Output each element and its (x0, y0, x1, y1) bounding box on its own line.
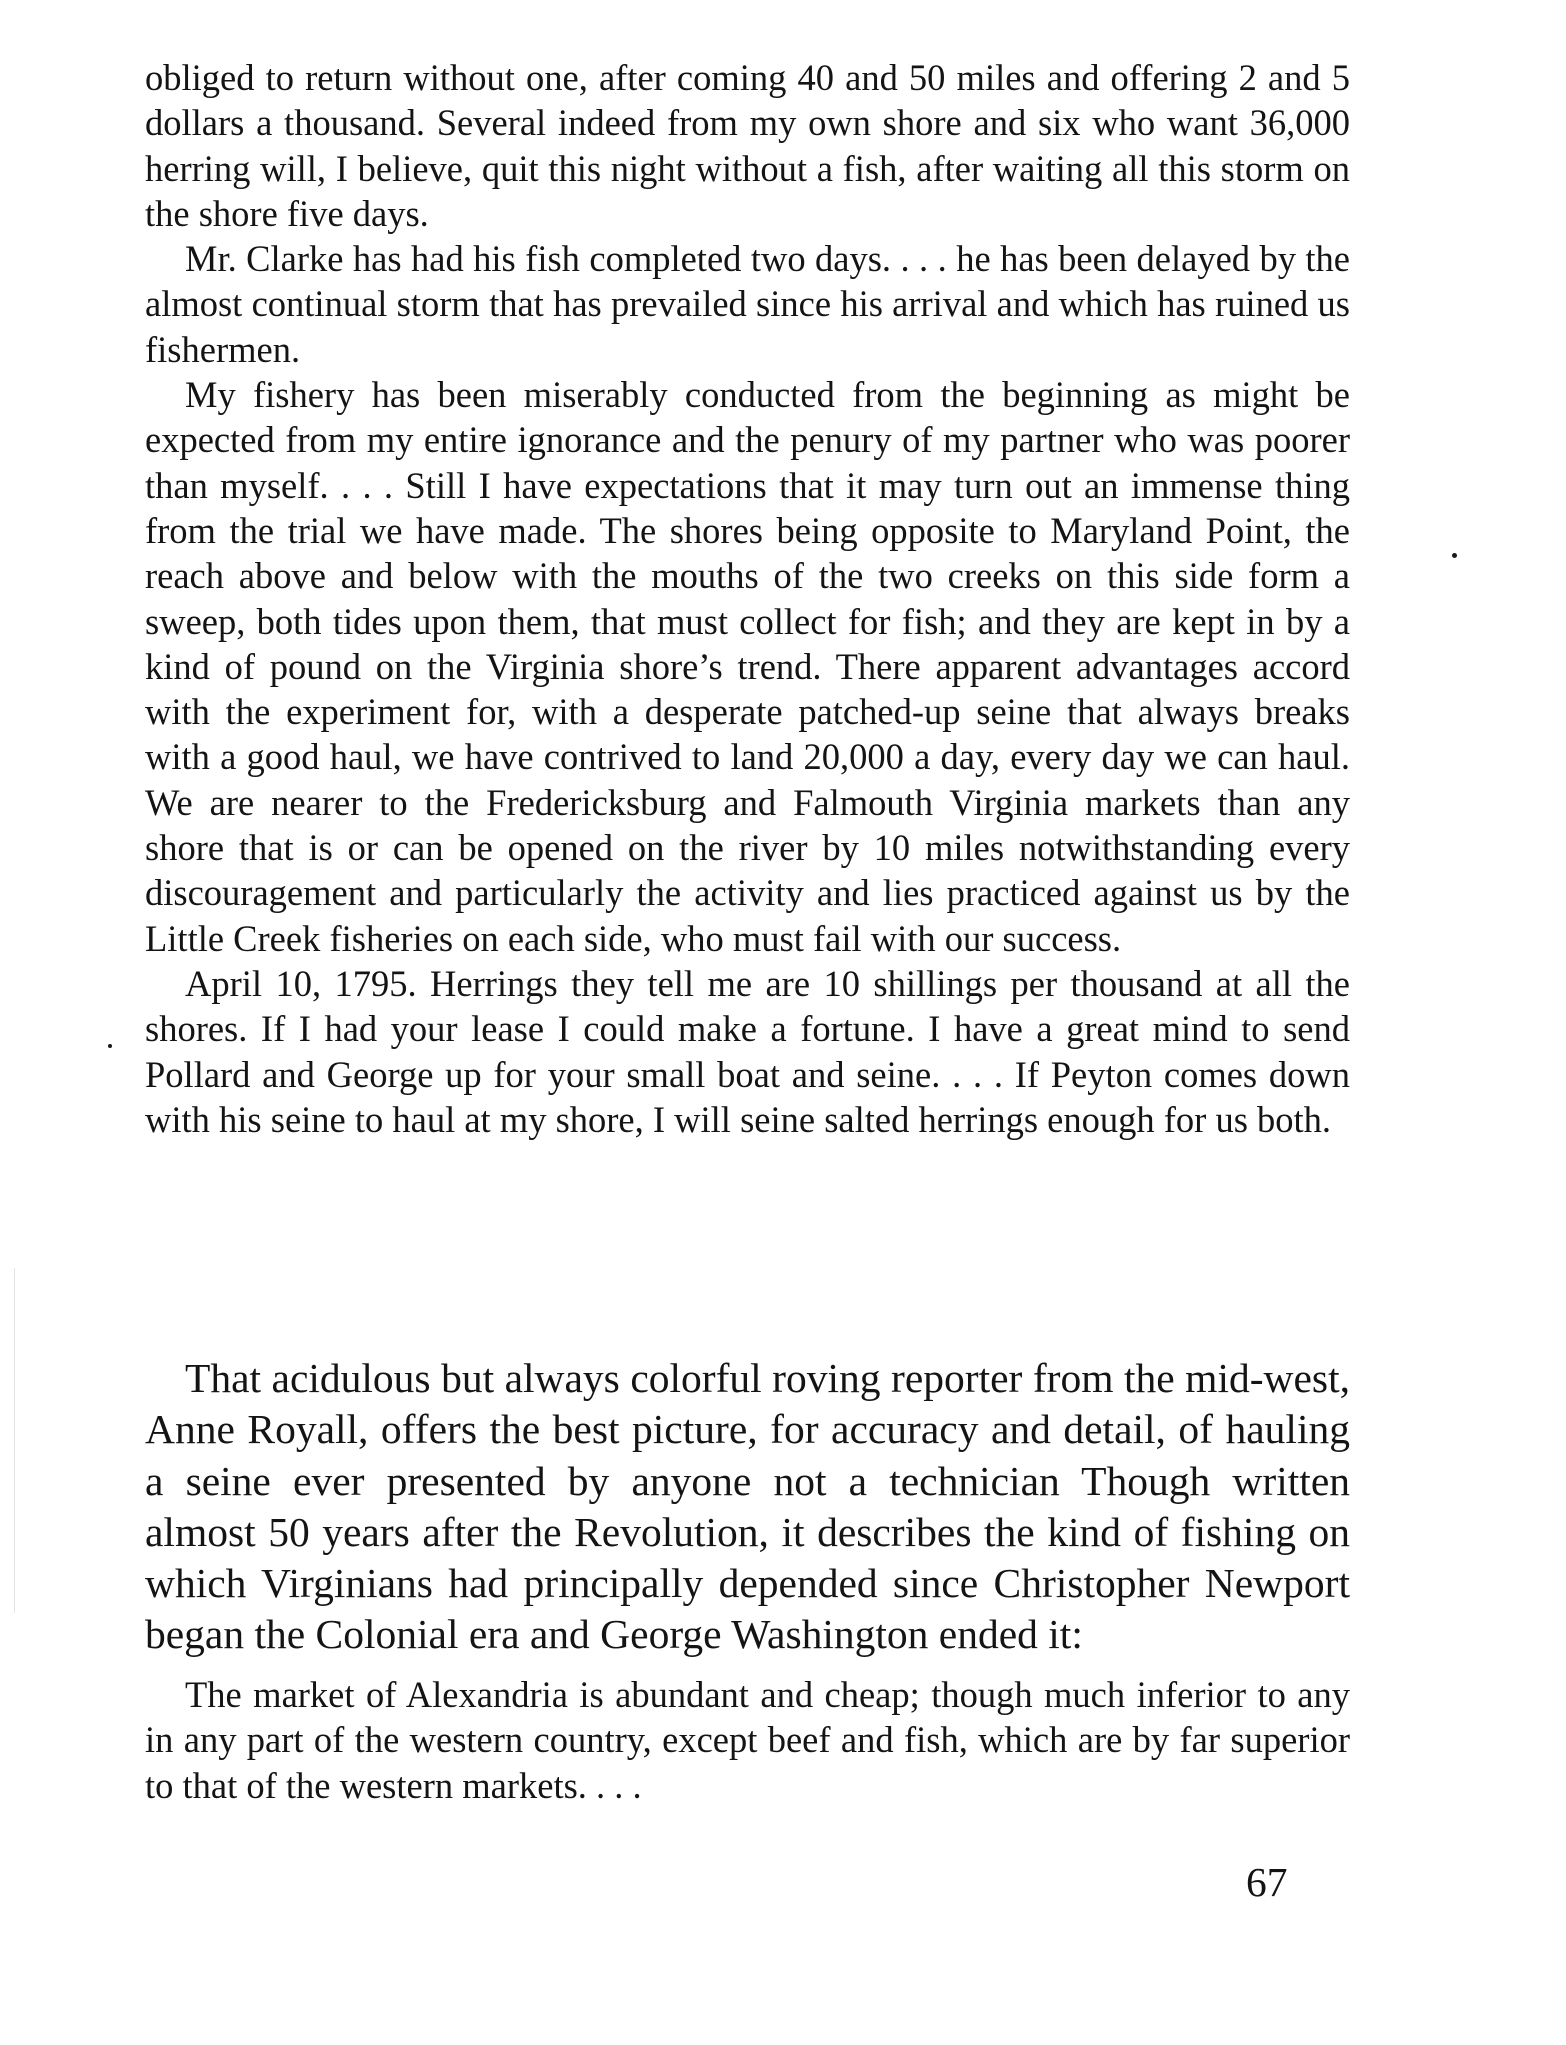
scan-speck (1452, 553, 1457, 558)
narrative-section (145, 1353, 1350, 1661)
letter-paragraph-1: obliged to return without one, after coming 40 and 50 miles and offering 2 and 5 dollars a thousand. Several indeed from my own shore and six who want 36,000 herring will, I believe, quit this night without a fish, after waiting all this storm on the shore five days. (145, 57, 1350, 234)
scan-speck (108, 1044, 112, 1048)
page-number: 67 (1246, 1859, 1288, 1905)
letter-excerpt (145, 55, 1350, 1142)
letter-paragraph-4: April 10, 1795. Herrings they tell me are 10 shillings per thousand at all the shores. If I had your lease I could make a fortune. I have a great mind to send Pollard and George up for your small boat and seine. . . . If Peyton comes down with his seine to haul at my shore, I will seine salted herrings enough for us both. (145, 962, 1350, 1140)
scan-edge-line (14, 1268, 15, 1613)
quotation-section (145, 1672, 1350, 1808)
quotation-paragraph: The market of Alexandria is abundant and cheap; though much inferior to any in any part of the western country, except beef and fish, which are by far superior to that of the western markets. . . . (145, 1674, 1350, 1806)
letter-paragraph-2: Mr. Clarke has had his fish completed two days. . . . he has been delayed by the almost continual storm that has prevailed since his arrival and which has ruined us fishermen. (145, 238, 1350, 370)
letter-paragraph-3: My fishery has been miserably conducted from the beginning as might be expected from my entire ignorance and the penury of my partner who was poorer than myself. . . . Still I have expectations that it may turn out an immense thing from the trial we have made. The shores being opposite to Maryland Point, the reach above and below with the mouths of the two creeks on this side form a sweep, both tides upon them, that must collect for fish; and they are kept in by a kind of pound on the Virginia shore’s trend. There apparent advantages accord with the experiment for, with a desperate patched-up seine that always breaks with a good haul, we have contrived to land 20,000 a day, every day we can haul. We are nearer to the Fredericksburg and Falmouth Virginia markets than any shore that is or can be opened on the river by 10 miles notwithstanding every discouragement and particularly the activity and lies practiced against us by the Little Creek fisheries on each side, who must fail with our success. (145, 374, 1350, 959)
narrative-paragraph: That acidulous but always colorful roving reporter from the mid-west, Anne Royall, offers the best picture, for accuracy and detail, of hauling a seine ever presented by anyone not a technician Though written almost 50 years after the Revolution, it describes the kind of fishing on which Virginians had principally depended since Christopher Newport began the Colonial era and George Washington ended it: (145, 1355, 1350, 1658)
